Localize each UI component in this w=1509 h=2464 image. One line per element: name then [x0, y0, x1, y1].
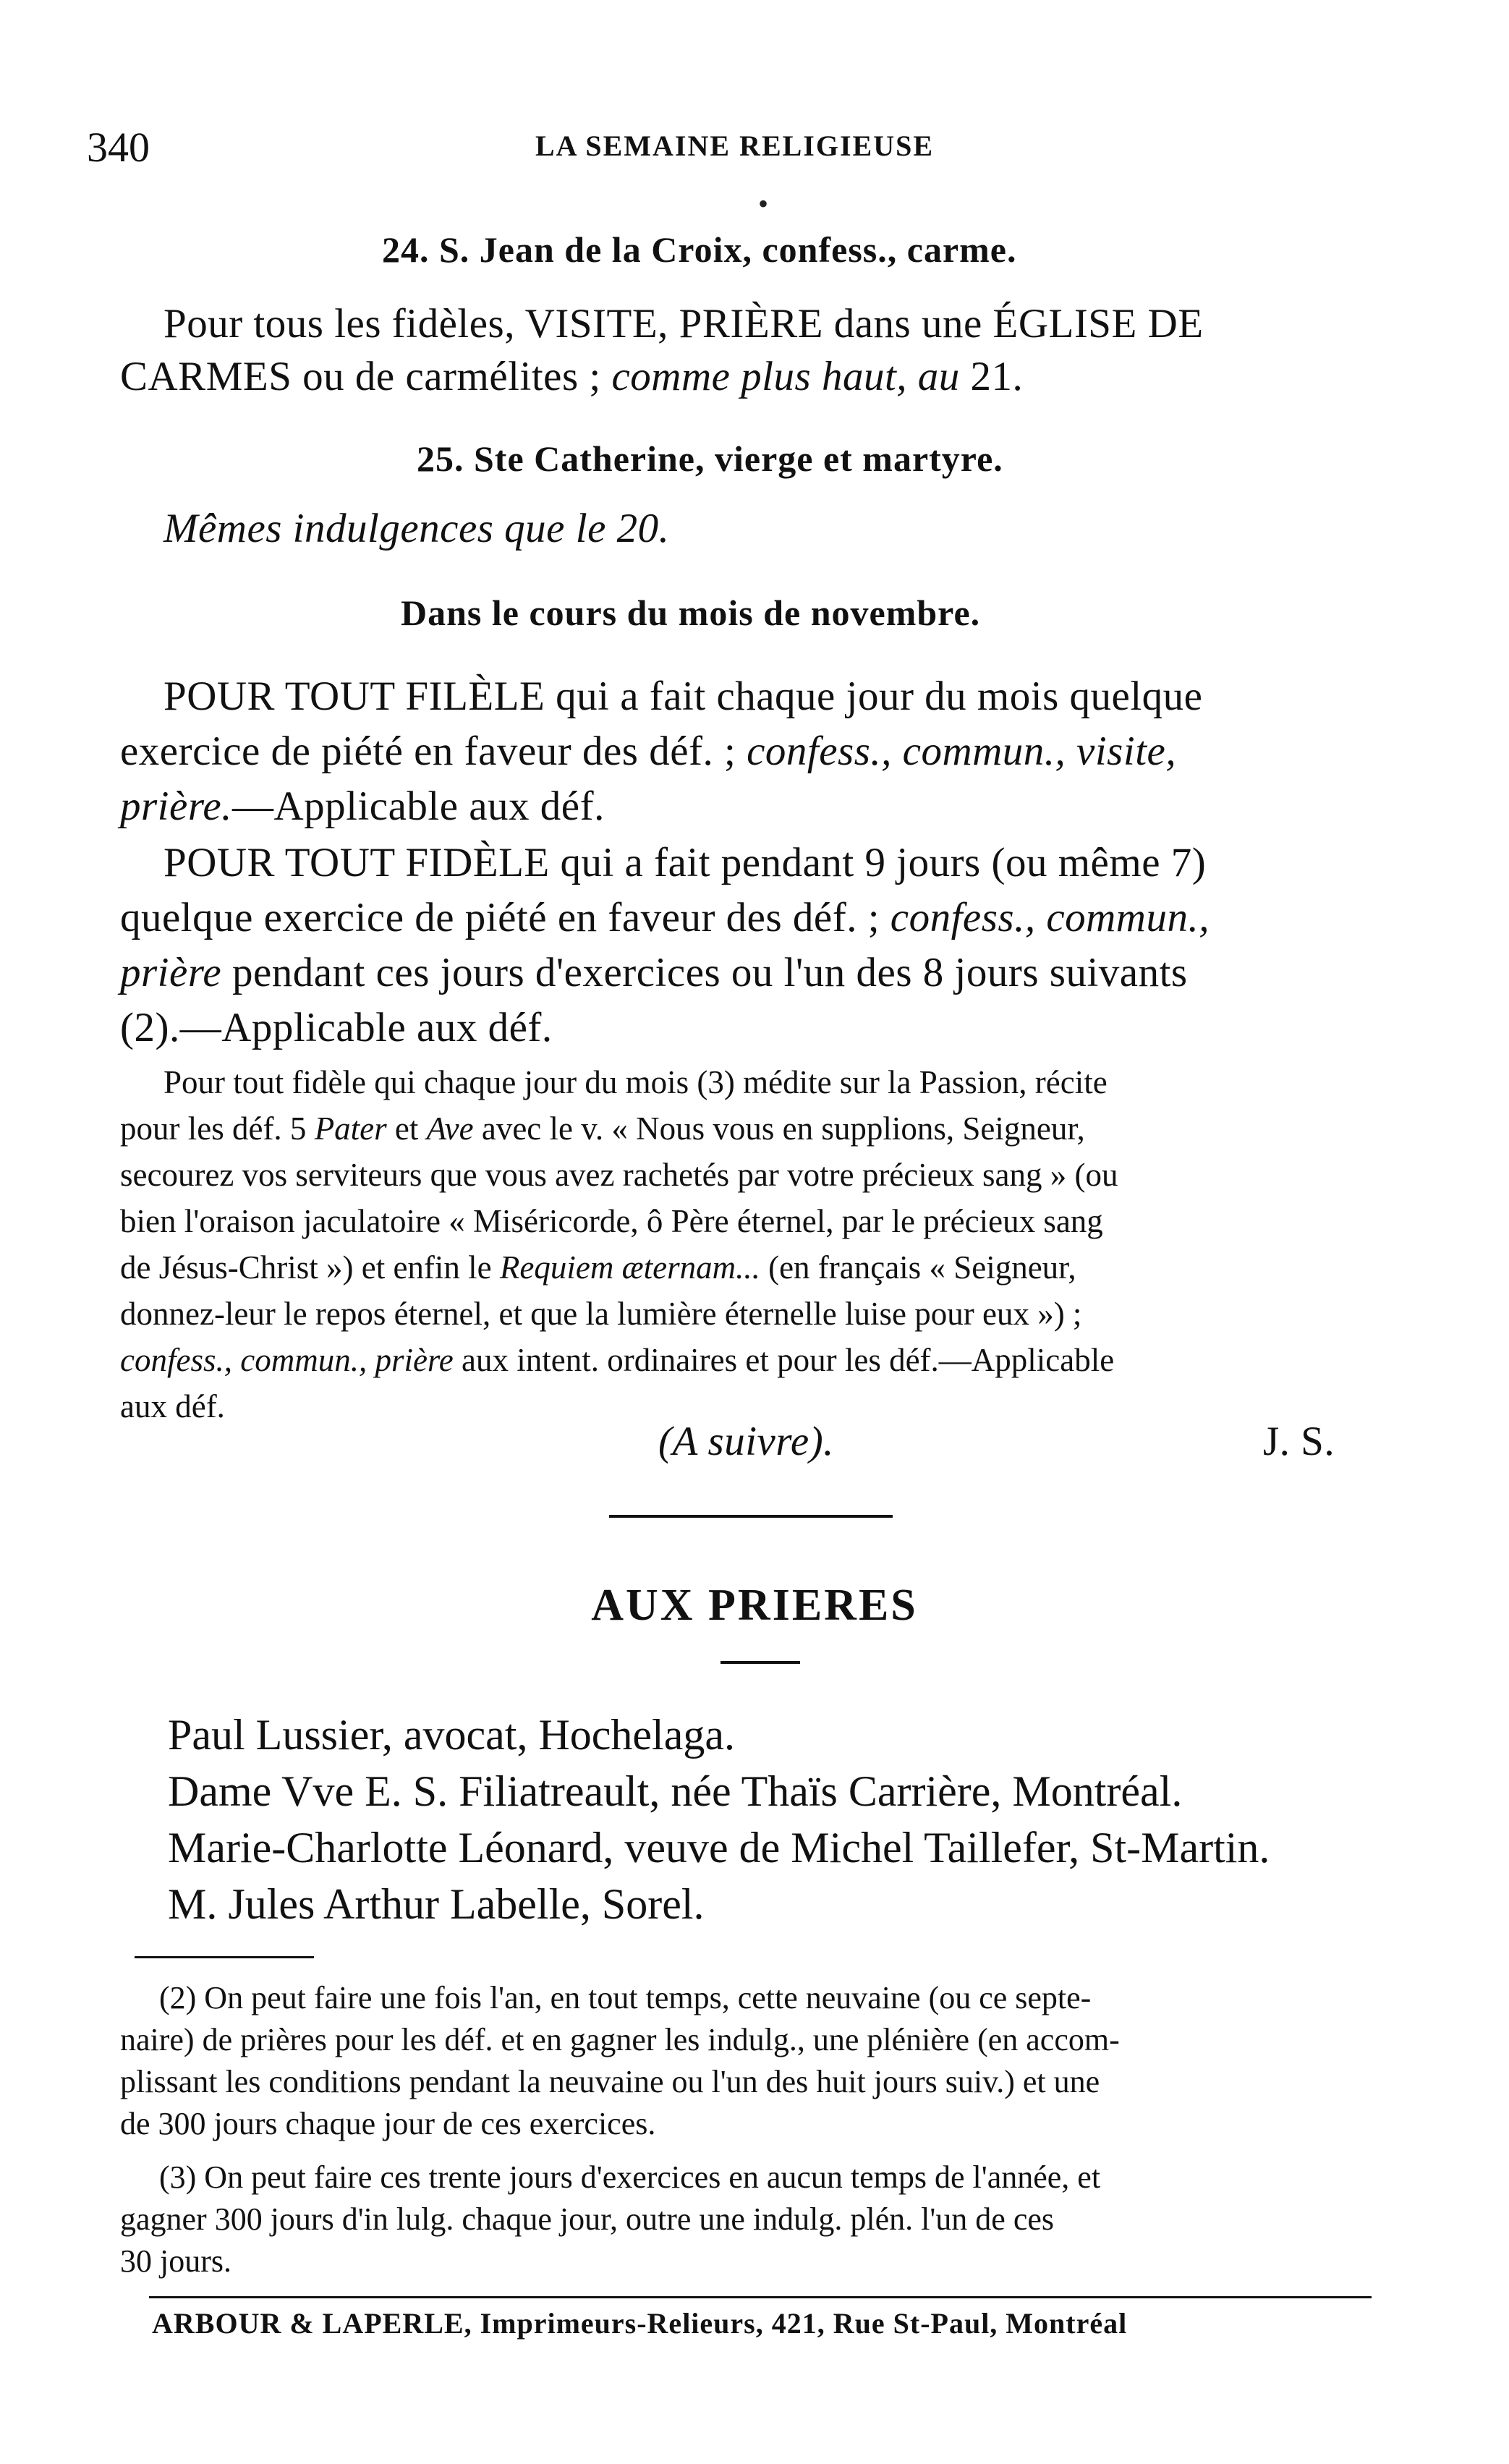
body-text: —Applicable aux déf.: [231, 783, 605, 829]
body-line: [120, 728, 1176, 775]
small-line: aux déf.: [120, 1388, 225, 1424]
heading-underline: [721, 1661, 800, 1664]
small-line: secourez vos serviteurs que vous avez rachetés par votre précieux sang » (ou: [120, 1157, 1118, 1193]
continued-note: (A suivre).: [658, 1419, 834, 1464]
small-line: donnez-leur le repos éternel, et que la lumière éternelle luise pour eux ») ;: [120, 1296, 1082, 1332]
body-text: exercice de piété en faveur des déf. ;: [120, 728, 747, 774]
footnote-line: (3) On peut faire ces trente jours d'exercices en aucun temps de l'année, et: [159, 2159, 1101, 2195]
name-entry: Dame Vve E. S. Filiatreault, née Thaïs Carrière, Montréal.: [168, 1767, 1183, 1815]
body-line: POUR TOUT FILÈLE qui a fait chaque jour du mois quelque: [163, 674, 1203, 719]
small-italic: Ave: [426, 1110, 474, 1147]
small-line: [120, 1110, 1085, 1147]
small-text: de Jésus-Christ ») et enfin le: [120, 1249, 500, 1286]
body-line: (2).—Applicable aux déf.: [120, 1005, 553, 1050]
body-line: [120, 783, 605, 830]
body-text: pendant ces jours d'exercices ou l'un des 8 jours suivants: [221, 950, 1188, 995]
small-text: aux intent. ordinaires et pour les déf.—Applicable: [453, 1342, 1115, 1378]
imprint-rule: [149, 2296, 1372, 2298]
entry-title: 25. Ste Catherine, vierge et martyre.: [417, 438, 1003, 479]
running-title: LA SEMAINE RELIGIEUSE: [535, 129, 935, 162]
footnote-line: naire) de prières pour les déf. et en gagner les indulg., une plénière (en accom-: [120, 2022, 1120, 2057]
body-line: Pour tous les fidèles, VISITE, PRIÈRE dans une ÉGLISE DE: [163, 301, 1204, 347]
small-line: [120, 1249, 1076, 1286]
body-italic: prière: [120, 950, 222, 995]
small-line: Pour tout fidèle qui chaque jour du mois (3) médite sur la Passion, récite: [163, 1064, 1108, 1100]
small-text: (en français « Seigneur,: [760, 1249, 1076, 1286]
footnote-line: gagner 300 jours d'in lulg. chaque jour, outre une indulg. plén. l'un de ces: [120, 2201, 1055, 2237]
small-text: et: [386, 1110, 427, 1147]
footnote-line: de 300 jours chaque jour de ces exercices.: [120, 2106, 656, 2141]
body-italic: confess., commun.,: [890, 895, 1210, 940]
small-text: avec le v. « Nous vous en supplions, Seigneur,: [473, 1110, 1085, 1147]
body-line: POUR TOUT FIDÈLE qui a fait pendant 9 jours (ou même 7): [163, 840, 1207, 885]
body-line: Mêmes indulgences que le 20.: [163, 506, 670, 551]
page-number: 340: [87, 124, 150, 171]
small-line: [120, 1341, 1114, 1379]
body-line: [120, 949, 1188, 996]
entry-title: Dans le cours du mois de novembre.: [401, 592, 981, 633]
body-line: [120, 894, 1210, 941]
small-text: pour les déf. 5: [120, 1110, 315, 1147]
footnote-separator: [135, 1956, 314, 1958]
body-italic: comme plus haut, au: [611, 354, 960, 399]
body-text: CARMES ou de carmélites ;: [120, 354, 612, 399]
footnote-line: 30 jours.: [120, 2243, 231, 2279]
body-text: 21.: [959, 354, 1024, 399]
small-line: bien l'oraison jaculatoire « Miséricorde, ô Père éternel, par le précieux sang: [120, 1203, 1103, 1239]
section-divider: [609, 1515, 893, 1518]
name-entry: M. Jules Arthur Labelle, Sorel.: [168, 1880, 705, 1928]
name-entry: Paul Lussier, avocat, Hochelaga.: [168, 1711, 735, 1759]
body-italic: confess., commun., visite,: [747, 728, 1177, 774]
body-line: [120, 353, 1023, 400]
decorative-dot: •: [758, 187, 769, 220]
section-heading: AUX PRIERES: [591, 1581, 918, 1630]
body-text: quelque exercice de piété en faveur des déf. ;: [120, 895, 890, 940]
footnote-line: (2) On peut faire une fois l'an, en tout temps, cette neuvaine (ou ce septe-: [159, 1980, 1092, 2015]
footnote-line: plissant les conditions pendant la neuvaine ou l'un des huit jours suiv.) et une: [120, 2064, 1100, 2099]
body-italic: prière.: [120, 783, 232, 829]
small-italic: Pater: [314, 1110, 387, 1147]
name-entry: Marie-Charlotte Léonard, veuve de Michel Taillefer, St-Martin.: [168, 1824, 1270, 1872]
small-italic: confess., commun., prière: [120, 1342, 454, 1378]
entry-title: 24. S. Jean de la Croix, confess., carme.: [382, 229, 1017, 270]
imprint-line: ARBOUR & LAPERLE, Imprimeurs-Relieurs, 421, Rue St-Paul, Montréal: [152, 2307, 1128, 2340]
signature: J. S.: [1263, 1419, 1335, 1464]
small-italic: Requiem æternam...: [499, 1249, 760, 1286]
